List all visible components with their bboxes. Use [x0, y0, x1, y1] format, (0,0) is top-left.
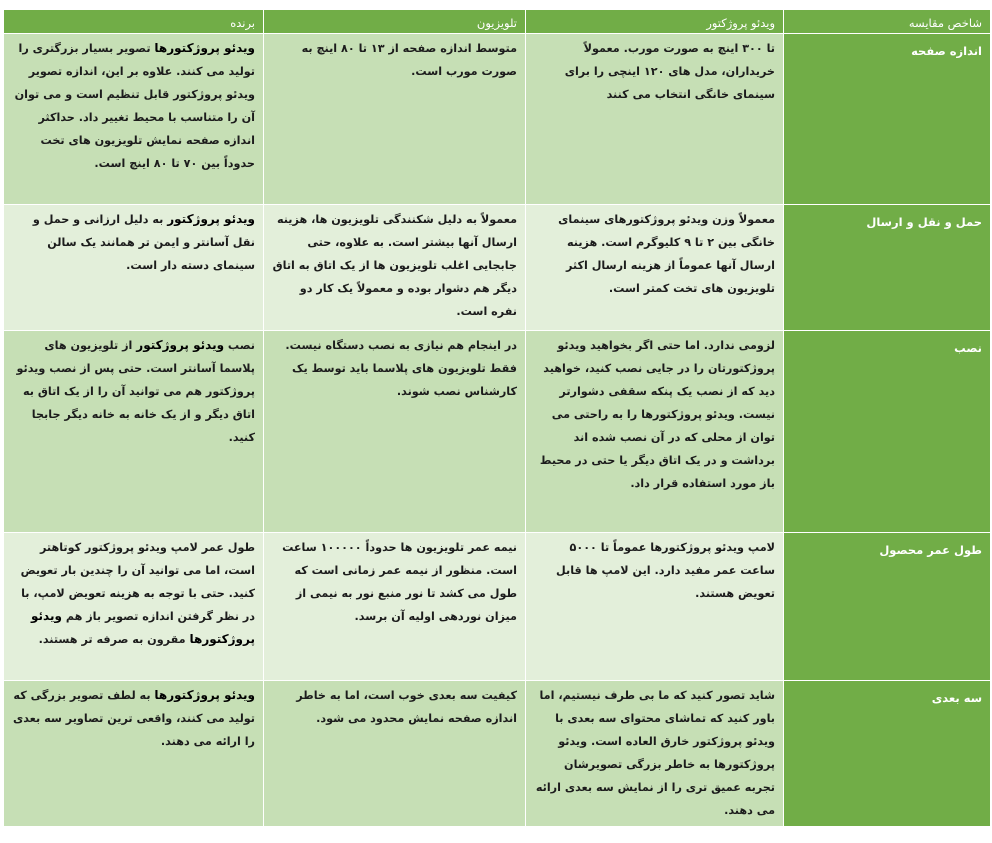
winner-cell: [4, 533, 264, 681]
tv-cell: نیمه عمر تلویزیون ها حدوداً ۱۰۰۰۰۰ ساعت است. منظور از نیمه عمر زمانی است که طول می کشد تا نور منبع نور به نیمی از میزان نوردهی اولیه آن برسد.: [264, 533, 526, 681]
winner-cell: [4, 331, 264, 533]
winner-text: تصویر بسیار بزرگتری را تولید می کنند. علاوه بر این، اندازه تصویر ویدئو پروژکتور قابل تنظیم است و می توان آن را متناسب با محیط تغییر داد. حداکثر اندازه صفحه نمایش تلویزیون های تخت حدوداً بین ۷۰ تا ۸۰ اینچ است.: [14, 42, 255, 170]
table-row: [4, 533, 991, 681]
table-row: [4, 331, 991, 533]
winner-text: مقرون به صرفه تر هستند.: [38, 633, 190, 646]
table-row: [4, 34, 991, 205]
winner-highlight: ویدئو پروژکتور: [167, 212, 255, 226]
projector-cell: تا ۳۰۰ اینچ به صورت مورب. معمولاً خریداران، مدل های ۱۲۰ اینچی را برای سینمای خانگی انتخاب می کنند: [526, 34, 784, 205]
winner-cell: [4, 34, 264, 205]
winner-highlight: ویدئو پروژکتور: [136, 338, 225, 352]
projector-cell: معمولاً وزن ویدئو پروژکتورهای سینمای خانگی بین ۲ تا ۹ کلیوگرم است. هزینه ارسال آنها عموماً از هزینه ارسال اکثر تلویزیون های تخت کمتر است.: [526, 205, 784, 331]
projector-cell: شاید تصور کنید که ما بی طرف نیستیم، اما باور کنید که تماشای محتوای سه بعدی با ویدئو پروژکتور خارق العاده است. ویدئو پروژکتورها به خاطر بزرگی تصویرشان تجربه عمیق تری را از نمایش سه بعدی ارائه می دهند.: [526, 681, 784, 827]
header-projector: ویدئو پروژکتور: [526, 10, 784, 34]
winner-text: به دلیل ارزانی و حمل و نقل آسانتر و ایمن تر همانند یک سالن سینمای دسته دار است.: [32, 213, 255, 272]
winner-highlight: ویدئو پروژکتورها: [30, 609, 255, 646]
tv-cell: معمولاً به دلیل شکنندگی تلویزیون ها، هزینه ارسال آنها بیشتر است. به علاوه، حتی جابجایی اغلب تلویزیون ها از یک اتاق به اتاق دیگر هم دشوار بوده و معمولاً یک کار دو نفره است.: [264, 205, 526, 331]
winner-prefix: نصب: [224, 339, 255, 352]
tv-cell: متوسط اندازه صفحه از ۱۳ تا ۸۰ اینچ به صورت مورب است.: [264, 34, 526, 205]
winner-pre: طول عمر لامپ ویدئو پروژکتور کوتاهتر است، اما می توانید آن را چندین بار تعویض کنید. حتی با توجه به هزینه تعویض لامپ، با در نظر گرفتن اندازه تصویر باز هم: [20, 541, 255, 623]
header-tv: تلویزیون: [264, 10, 526, 34]
table-header-row: [4, 10, 991, 34]
header-criteria: شاخص مقایسه: [784, 10, 991, 34]
winner-text: به لطف تصویر بزرگی که تولید می کنند، واقعی ترین تصاویر سه بعدی را ارائه می دهند.: [12, 689, 255, 748]
comparison-table-wrapper: [3, 9, 990, 827]
row-criteria: نصب: [784, 331, 991, 533]
row-criteria: اندازه صفحه: [784, 34, 991, 205]
tv-cell: کیفیت سه بعدی خوب است، اما به خاطر اندازه صفحه نمایش محدود می شود.: [264, 681, 526, 827]
header-winner: برنده: [4, 10, 264, 34]
row-criteria: طول عمر محصول: [784, 533, 991, 681]
projector-cell: لامپ ویدئو پروژکتورها عموماً تا ۵۰۰۰ ساعت عمر مفید دارد. این لامپ ها قابل تعویض هستند.: [526, 533, 784, 681]
winner-text: از تلویزیون های پلاسما آسانتر است. حتی پس از نصب ویدئو پروژکتور هم می توانید آن را از یک اتاق به اتاق دیگر و از یک خانه به خانه دیگر جابجا کنید.: [16, 339, 255, 444]
table-row: [4, 205, 991, 331]
projector-cell: لزومی ندارد. اما حتی اگر بخواهید ویدئو پروژکتورتان را در جایی نصب کنید، خواهید دید که از نصب یک پنکه سقفی دشوارتر نیست. ویدئو پروژکتورها را به راحتی می توان از محلی که در آن نصب شده اند برداشت و در یک اتاق دیگر یا حتی در محیط باز مورد استفاده قرار داد.: [526, 331, 784, 533]
row-criteria: سه بعدی: [784, 681, 991, 827]
winner-cell: [4, 205, 264, 331]
row-criteria: حمل و نقل و ارسال: [784, 205, 991, 331]
tv-cell: در اینجام هم نیازی به نصب دستگاه نیست. فقط تلویزیون های پلاسما باید توسط یک کارشناس نصب شوند.: [264, 331, 526, 533]
winner-cell: [4, 681, 264, 827]
winner-highlight: ویدئو پروژکتورها: [154, 688, 255, 702]
winner-highlight: ویدئو پروژکتورها: [154, 41, 255, 55]
table-row: [4, 681, 991, 827]
comparison-table: [3, 9, 991, 827]
